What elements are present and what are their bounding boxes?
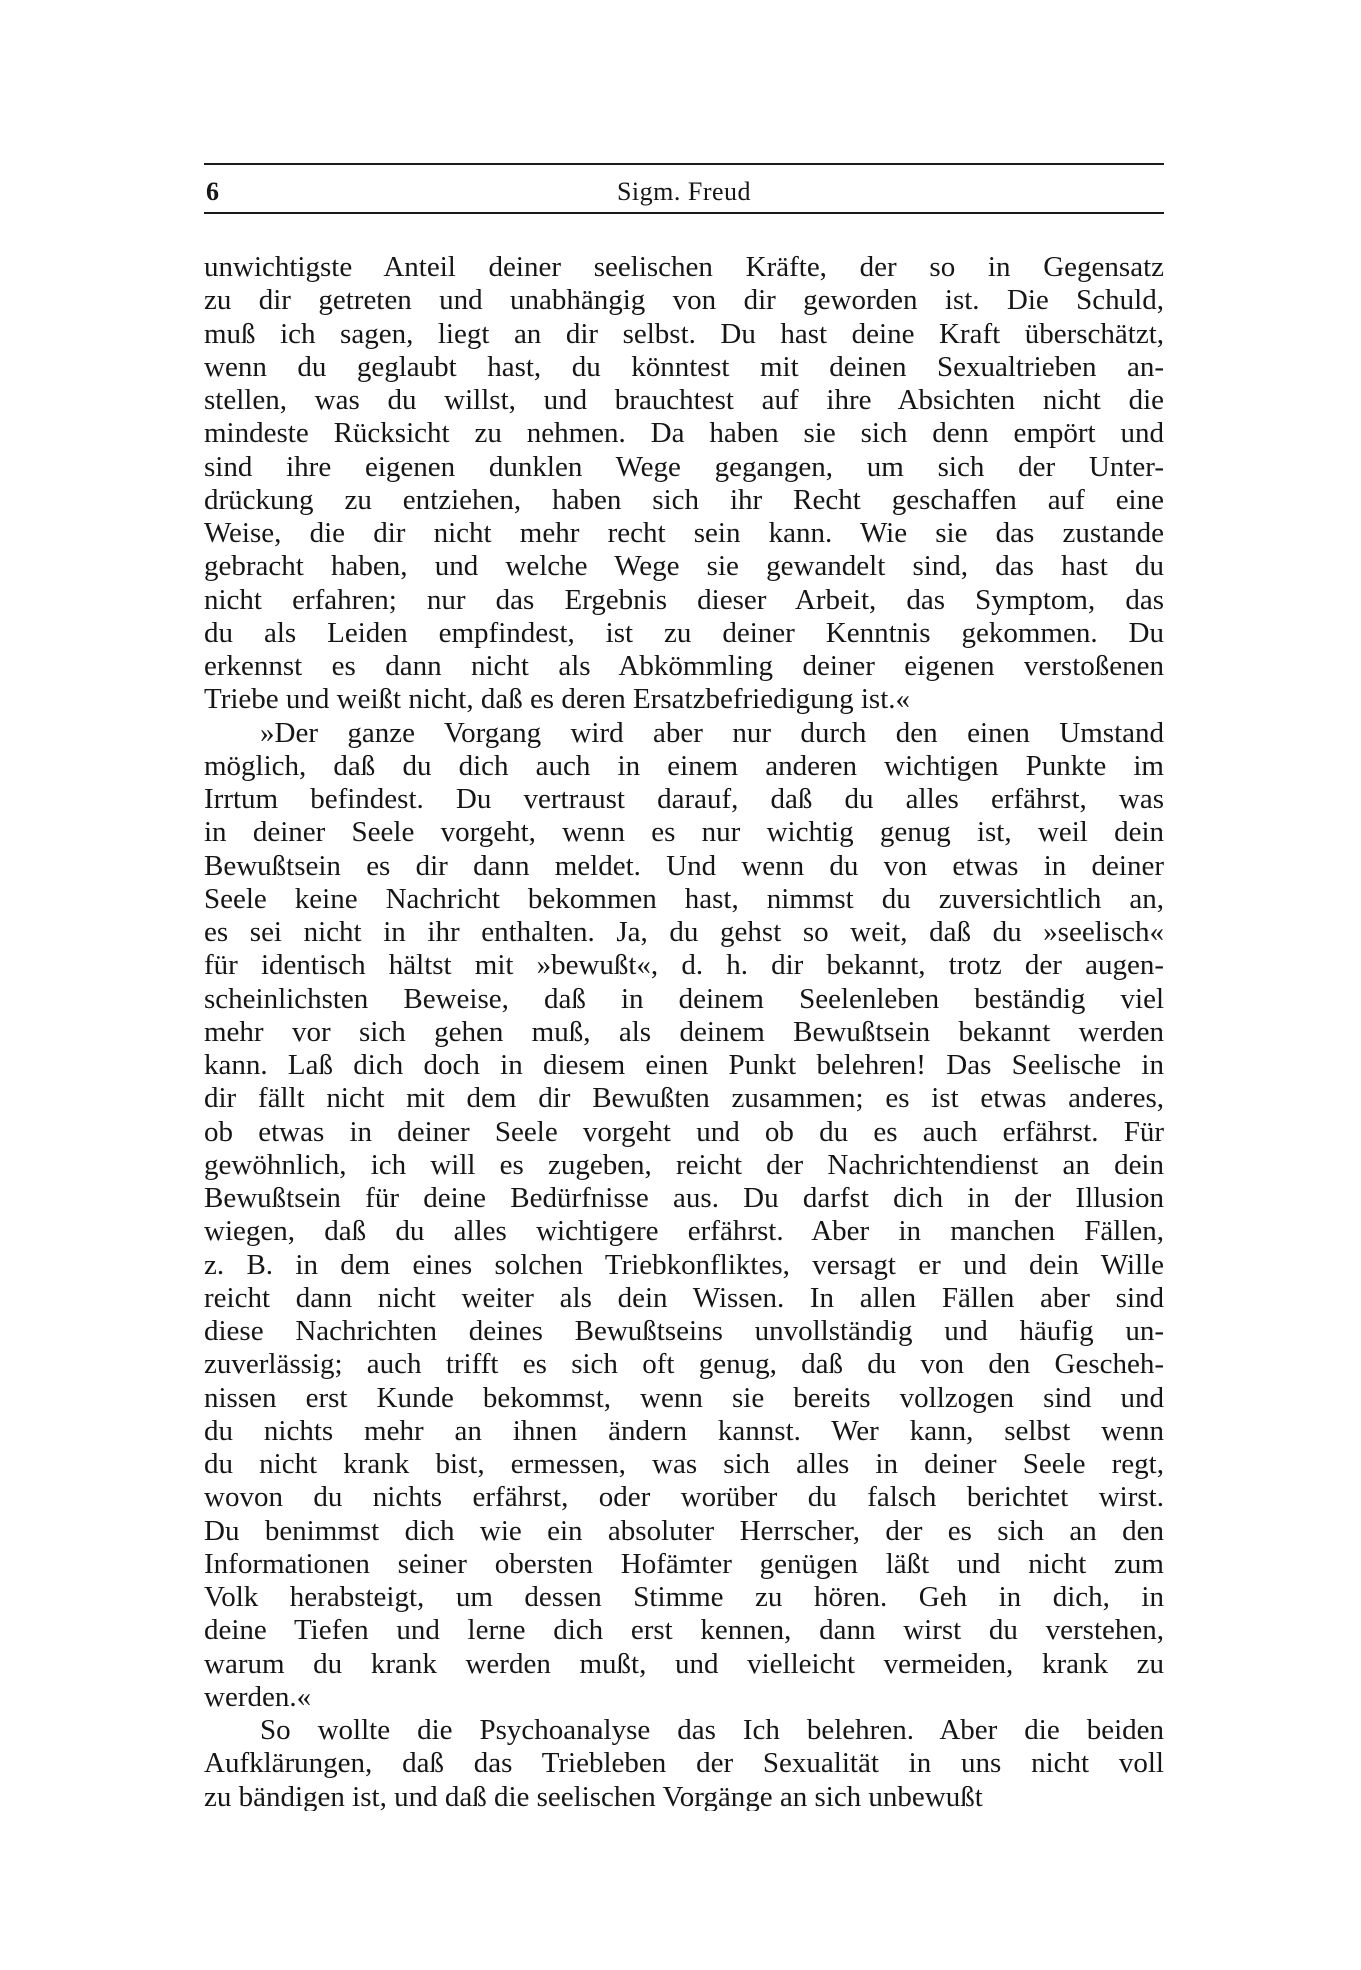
- text-line: muß ich sagen, liegt an dir selbst. Du hast deine Kraft überschätzt,: [204, 317, 1164, 350]
- text-line: Bewußtsein es dir dann meldet. Und wenn du von etwas in deiner: [204, 849, 1164, 882]
- text-line: wovon du nichts erfährst, oder worüber du falsch berichtet wirst.: [204, 1481, 1164, 1514]
- text-line: zuverlässig; auch trifft es sich oft genug, daß du von den Gescheh-: [204, 1348, 1164, 1381]
- text-line: Triebe und weißt nicht, daß es deren Ersatzbefriedigung ist.«: [204, 683, 911, 716]
- text-line: nissen erst Kunde bekommst, wenn sie bereits vollzogen sind und: [204, 1381, 1164, 1414]
- text-line: zu bändigen ist, und daß die seelischen Vorgänge an sich unbewußt: [204, 1780, 983, 1811]
- text-line: stellen, was du willst, und brauchtest auf ihre Absichten nicht die: [204, 384, 1164, 416]
- body-text: [204, 251, 1164, 1811]
- running-head: Sigm. Freud: [616, 177, 752, 206]
- text-line: Informationen seiner obersten Hofämter genügen läßt und nicht zum: [204, 1547, 1164, 1580]
- text-line: Bewußtsein für deine Bedürfnisse aus. Du darfst dich in der Illusion: [204, 1182, 1164, 1214]
- paragraph: [204, 251, 1164, 717]
- header-top-rule: [204, 163, 1164, 165]
- text-line: »Der ganze Vorgang wird aber nur durch den einen Umstand: [260, 716, 1164, 749]
- text-line: scheinlichsten Beweise, daß in deinem Seelenleben beständig viel: [204, 982, 1164, 1015]
- text-line: Weise, die dir nicht mehr recht sein kann. Wie sie das zustande: [204, 517, 1164, 549]
- paragraph: [204, 717, 1164, 1715]
- page-header: [204, 163, 1164, 215]
- paragraph: [204, 1714, 1164, 1811]
- text-line: drückung zu entziehen, haben sich ihr Recht geschaffen auf eine: [204, 483, 1164, 516]
- text-line: diese Nachrichten deines Bewußtseins unvollständig und häufig un-: [204, 1315, 1164, 1347]
- text-line: kann. Laß dich doch in diesem einen Punkt belehren! Das Seelische in: [204, 1049, 1164, 1081]
- text-line: unwichtigste Anteil deiner seelischen Kräfte, der so in Gegensatz: [204, 251, 1164, 283]
- text-line: wenn du geglaubt hast, du könntest mit deinen Sexualtrieben an-: [204, 350, 1164, 383]
- text-line: ob etwas in deiner Seele vorgeht und ob du es auch erfährst. Für: [204, 1115, 1164, 1148]
- text-line: mehr vor sich gehen muß, als deinem Bewußtsein bekannt werden: [204, 1015, 1164, 1048]
- text-line: du nicht krank bist, ermessen, was sich alles in deiner Seele regt,: [204, 1448, 1164, 1480]
- text-line: deine Tiefen und lerne dich erst kennen, dann wirst du verstehen,: [204, 1614, 1164, 1647]
- text-line: du nichts mehr an ihnen ändern kannst. Wer kann, selbst wenn: [204, 1414, 1164, 1447]
- text-line: warum du krank werden mußt, und vielleicht vermeiden, krank zu: [204, 1647, 1164, 1680]
- text-line: wiegen, daß du alles wichtigere erfährst. Aber in manchen Fällen,: [204, 1215, 1164, 1248]
- text-line: erkennst es dann nicht als Abkömmling deiner eigenen verstoßenen: [204, 650, 1164, 682]
- text-line: Aufklärungen, daß das Triebleben der Sexualität in uns nicht voll: [204, 1747, 1164, 1780]
- text-line: gebracht haben, und welche Wege sie gewandelt sind, das hast du: [204, 550, 1164, 583]
- text-line: z. B. in dem eines solchen Triebkonfliktes, versagt er und dein Wille: [204, 1248, 1164, 1281]
- text-line: in deiner Seele vorgeht, wenn es nur wichtig genug ist, weil dein: [204, 816, 1164, 849]
- text-line: gewöhnlich, ich will es zugeben, reicht der Nachrichtendienst an dein: [204, 1148, 1164, 1181]
- text-line: zu dir getreten und unabhängig von dir geworden ist. Die Schuld,: [204, 284, 1164, 317]
- text-line: So wollte die Psychoanalyse das Ich belehren. Aber die beiden: [260, 1714, 1164, 1746]
- text-line: reicht dann nicht weiter als dein Wissen. In allen Fällen aber sind: [204, 1281, 1164, 1314]
- text-line: Du benimmst dich wie ein absoluter Herrscher, der es sich an den: [204, 1514, 1164, 1547]
- text-line: Volk herabsteigt, um dessen Stimme zu hören. Geh in dich, in: [204, 1581, 1164, 1613]
- text-line: dir fällt nicht mit dem dir Bewußten zusammen; es ist etwas anderes,: [204, 1082, 1164, 1115]
- text-line: für identisch hältst mit »bewußt«, d. h. dir bekannt, trotz der augen-: [204, 949, 1164, 982]
- text-line: sind ihre eigenen dunklen Wege gegangen, um sich der Unter-: [204, 450, 1164, 483]
- header-bottom-rule: [204, 212, 1164, 214]
- text-line: Seele keine Nachricht bekommen hast, nimmst du zuversichtlich an,: [204, 882, 1164, 915]
- text-line: es sei nicht in ihr enthalten. Ja, du gehst so weit, daß du »seelisch«: [204, 916, 1164, 948]
- page-number: 6: [206, 177, 219, 206]
- text-line: möglich, daß du dich auch in einem anderen wichtigen Punkte im: [204, 749, 1164, 782]
- text-line: mindeste Rücksicht zu nehmen. Da haben sie sich denn empört und: [204, 417, 1164, 450]
- text-line: nicht erfahren; nur das Ergebnis dieser Arbeit, das Symptom, das: [204, 583, 1164, 616]
- text-line: werden.«: [204, 1680, 312, 1713]
- text-line: Irrtum befindest. Du vertraust darauf, daß du alles erfährst, was: [204, 783, 1164, 815]
- text-line: du als Leiden empfindest, ist zu deiner Kenntnis gekommen. Du: [204, 616, 1164, 649]
